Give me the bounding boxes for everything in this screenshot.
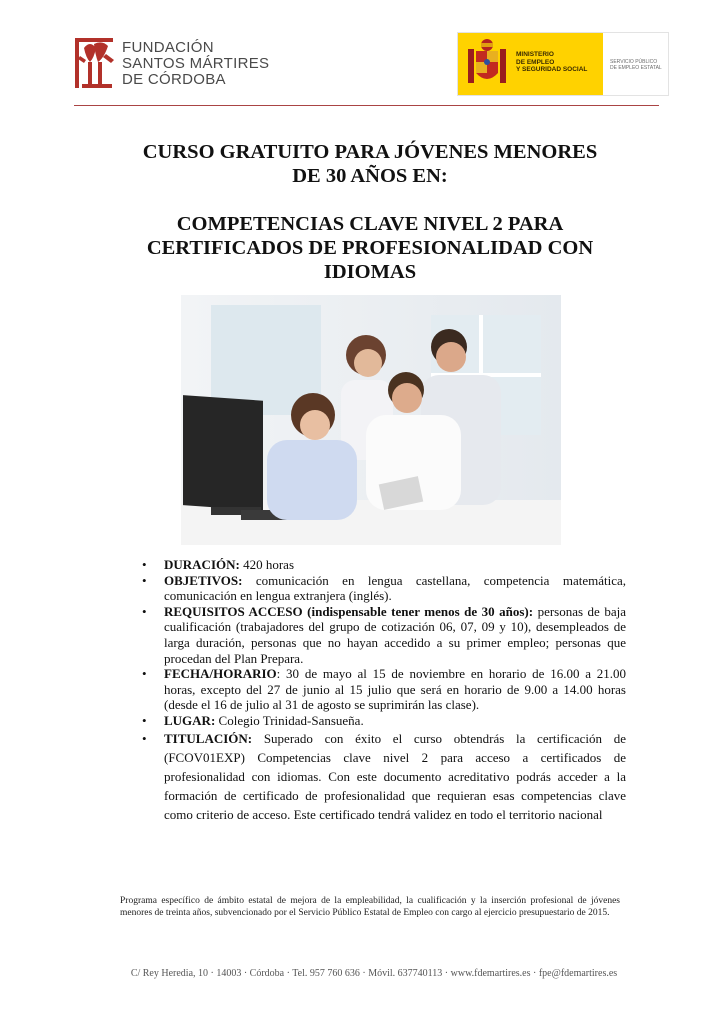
- list-item-titulacion: [136, 729, 626, 824]
- requisitos-label: REQUISITOS ACCESO (indispensable tener menos de 30 años):: [164, 603, 534, 619]
- fundacion-line-2: SANTOS MÁRTIRES: [122, 55, 270, 72]
- ministerio-line-1: MINISTERIO: [516, 51, 554, 58]
- bullet-icon: •: [142, 572, 147, 588]
- bullet-icon: •: [142, 712, 147, 728]
- course-line-2: CERTIFICADOS DE PROFESIONALIDAD CON: [146, 237, 594, 259]
- sepe-line-1: SERVICIO PÚBLICO: [610, 59, 658, 65]
- list-item-requisitos: [136, 604, 626, 666]
- objetivos-value: comunicación en lengua castellana, competencia matemática, comunicación en lengua extranjera (inglés).: [164, 572, 626, 604]
- ministerio-logo: [457, 32, 669, 96]
- ministerio-line-3: Y SEGURIDAD SOCIAL: [516, 66, 588, 73]
- coat-of-arms-icon: [462, 35, 512, 93]
- fundacion-emblem-icon: [74, 34, 118, 92]
- heading-line-2: DE 30 AÑOS EN:: [292, 165, 448, 187]
- course-line-1: COMPETENCIAS CLAVE NIVEL 2 PARA: [176, 213, 564, 235]
- course-line-3: IDIOMAS: [323, 261, 417, 283]
- header-divider: [74, 105, 659, 106]
- objetivos-label: OBJETIVOS:: [164, 572, 243, 588]
- bullet-icon: •: [142, 603, 147, 619]
- course-details-list: [136, 557, 626, 824]
- list-item-objetivos: [136, 573, 626, 604]
- list-item-lugar: [136, 713, 626, 729]
- ministerio-line-2: DE EMPLEO: [516, 58, 555, 66]
- titulacion-value: Superado con éxito el curso obtendrás la certificación de (FCOV01EXP) Competencias clave nivel 2 para acceso a certificados de profesionalidad con idiomas. Con este documento acreditativo podrás acceder a la formación de certificado de profesionalidad que requieran esas competencias clave como criterio de acceso. Este certificado tendrá validez en todo el territorio nacional: [164, 730, 626, 822]
- list-item-fecha: [136, 666, 626, 713]
- fundacion-line-1: FUNDACIÓN: [122, 39, 214, 56]
- fecha-label: FECHA/HORARIO: [164, 666, 277, 682]
- heading-line-1: CURSO GRATUITO PARA JÓVENES MENORES: [142, 141, 598, 163]
- fundacion-logo: [74, 34, 270, 94]
- ministerio-name: [516, 51, 587, 74]
- lugar-value: Colegio Trinidad-Sansueña.: [215, 712, 364, 728]
- bullet-icon: •: [142, 666, 147, 682]
- list-item-duracion: [136, 557, 626, 573]
- students-photo: [181, 295, 561, 545]
- fundacion-line-3: DE CÓRDOBA: [122, 71, 226, 88]
- program-footnote: Programa específico de ámbito estatal de mejora de la empleabilidad, la cualificación y la inserción profesional de jóvenes menores de treinta años, subvencionado por el Servicio Público Estatal de Empleo con cargo al ejercicio presupuestario de 2015.: [120, 896, 620, 918]
- titulacion-label: TITULACIÓN:: [164, 730, 253, 746]
- fecha-value: : 30 de mayo al 15 de noviembre en horario de 16.00 a 21.00 horas, excepto del 27 de junio al 15 julio que será en horario de 9.00 a 14.00 horas (desde el 16 de julio al 31 de agosto se suprimirán las clase).: [164, 666, 626, 713]
- requisitos-value: personas de baja cualificación (trabajadores del grupo de cotización 06, 07, 09 y 10), desempleados de larga duración, personas que no hayan accedido a su primer empleo; personas que procedan del Plan Prepara.: [164, 603, 626, 666]
- address-footer: C/ Rey Heredia, 10 · 14003 · Córdoba · Tel. 957 760 636 · Móvil. 637740113 · www.fdemartires.es · fpe@fdemartires.es: [130, 968, 618, 979]
- bullet-icon: •: [142, 730, 147, 746]
- sepe-line-2: DE EMPLEO ESTATAL: [610, 65, 662, 71]
- duracion-label: DURACIÓN:: [164, 557, 240, 572]
- course-name: [100, 212, 640, 284]
- duracion-value: 420 horas: [239, 557, 295, 572]
- lugar-label: LUGAR:: [164, 712, 216, 728]
- fundacion-name: [122, 40, 269, 88]
- sepe-name: [610, 59, 662, 71]
- bullet-icon: •: [142, 557, 147, 572]
- course-heading: [100, 140, 640, 188]
